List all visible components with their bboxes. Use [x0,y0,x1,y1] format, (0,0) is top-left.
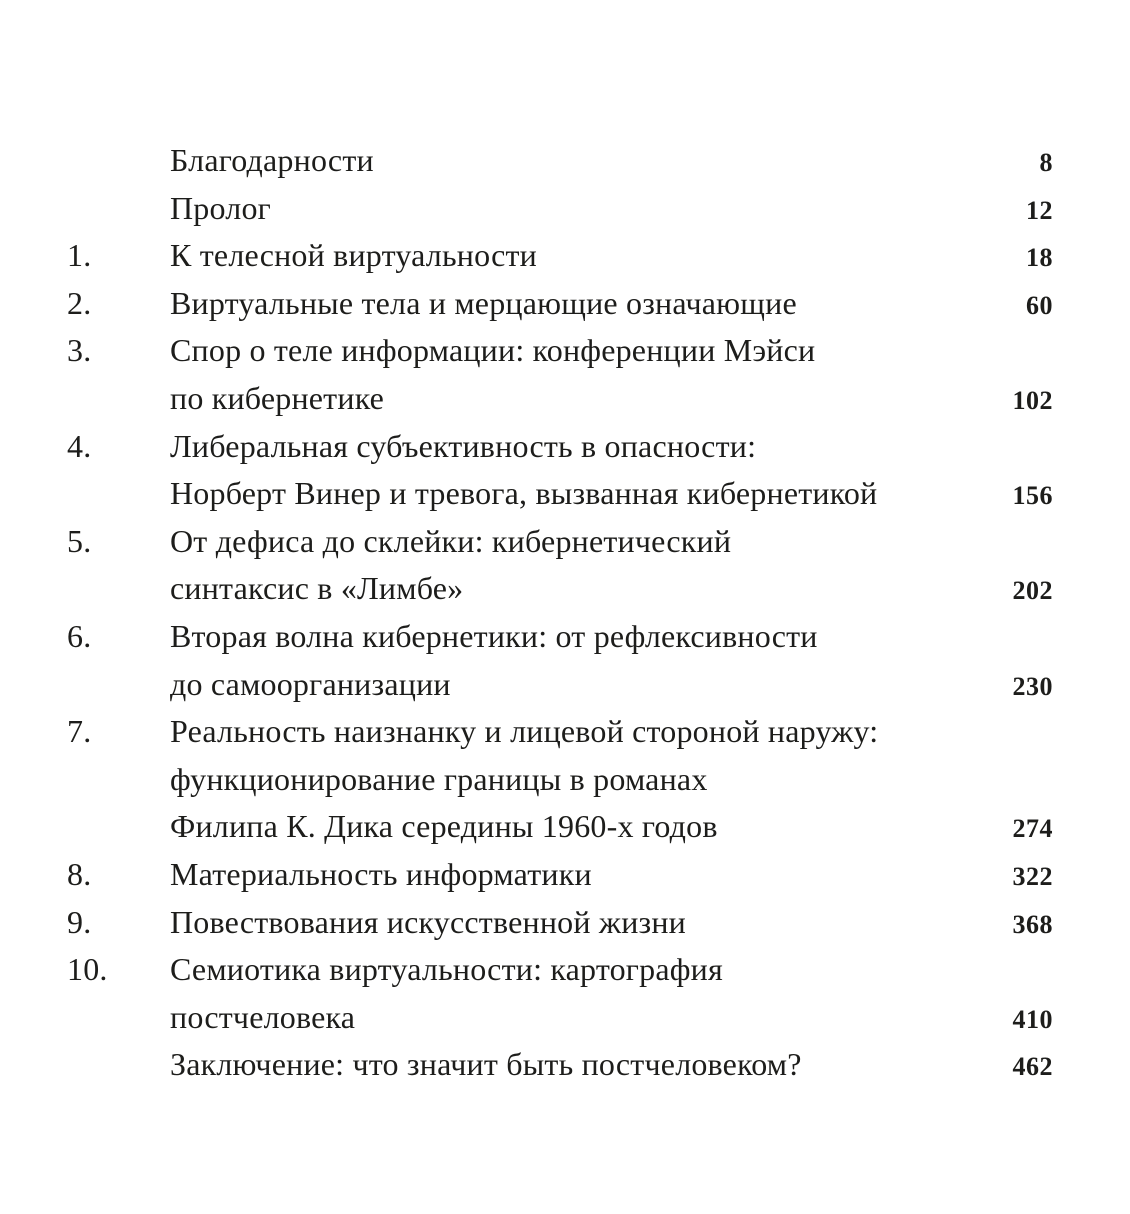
toc-entry-title [170,946,991,1041]
toc-entry-title-line: Благодарности [170,142,374,178]
toc-entry [67,613,1053,708]
toc-entry-title [170,232,991,280]
toc-entry-number: 8. [67,855,92,892]
toc-entry [67,280,1053,328]
toc-entry-page: 156 [1012,481,1053,511]
toc-entry-title-line: постчеловека [170,998,356,1035]
toc-list [67,137,1053,1089]
toc-entry-title-line: до самоорганизации [170,665,451,702]
toc-entry-title [170,423,991,518]
toc-entry-title [170,708,991,851]
toc-entry-title [170,185,991,233]
toc-entry [67,708,1053,851]
toc-entry-title-line: Виртуальные тела и мерцающие означающие [170,284,797,321]
toc-entry-number [67,1041,170,1089]
toc-entry [67,518,1053,613]
toc-entry-title-line: Материальность информатики [170,855,592,892]
toc-entry-number: 1. [67,237,92,274]
toc-entry-title-line: Семиотика виртуальности: картография [170,951,723,988]
toc-entry [67,232,1053,280]
toc-entry-title-line: Пролог [170,189,271,226]
toc-entry-number [67,185,170,233]
toc-entry-title-line: Спор о теле информации: конференции Мэйси [170,332,816,369]
toc-entry-title-line: по кибернетике [170,379,385,416]
toc-entry-title-line: Реальность наизнанку и лицевой стороной наружу: [170,713,879,750]
toc-entry-page: 410 [1012,1004,1053,1034]
toc-entry-title [170,518,991,613]
toc-entry [67,185,1053,233]
toc-entry-title [170,137,991,185]
toc-entry-page: 462 [1012,1052,1053,1082]
toc-entry-page: 230 [1012,671,1053,701]
toc-entry-number: 10. [67,951,108,988]
toc-entry-title-line: К телесной виртуальности [170,237,537,274]
toc-entry-page: 12 [1026,195,1053,225]
toc-entry [67,899,1053,947]
toc-entry [67,1041,1053,1089]
toc-entry-number: 9. [67,903,92,940]
toc-entry-page: 368 [1012,909,1053,939]
toc-entry-title [170,327,991,422]
toc-entry [67,851,1053,899]
toc-entry-page: 274 [1012,814,1053,844]
toc-entry-page: 60 [1026,290,1053,320]
toc-entry [67,137,1053,185]
toc-entry-title-line: Норберт Винер и тревога, вызванная кибернетикой [170,475,878,512]
toc-entry-number: 6. [67,617,92,654]
toc-entry-page: 322 [1012,861,1053,891]
toc-entry [67,423,1053,518]
toc-entry-number: 7. [67,713,92,750]
toc-entry-number [67,137,170,185]
toc-entry [67,327,1053,422]
toc-entry-title-line: функционирование границы в романах [170,760,708,797]
toc-entry-page: 18 [1026,243,1053,273]
toc-entry-title [170,280,991,328]
toc-entry-number: 5. [67,522,92,559]
toc-entry-page: 8 [1039,148,1053,177]
toc-entry [67,946,1053,1041]
toc-entry-title-line: Филипа К. Дика середины 1960-х годов [170,808,718,845]
toc-entry-number: 2. [67,284,92,321]
toc-entry-title [170,613,991,708]
toc-entry-number: 3. [67,332,92,369]
toc-entry-title-line: Либеральная субъективность в опасности: [170,427,757,464]
toc-entry-title-line: Повествования искусственной жизни [170,903,687,940]
toc-entry-title-line: Заключение: что значит быть постчеловеком? [170,1046,802,1083]
toc-entry-number: 4. [67,427,92,464]
toc-entry-title-line: синтаксис в «Лимбе» [170,570,464,607]
toc-entry-page: 202 [1012,576,1053,606]
toc-entry-title-line: Вторая волна кибернетики: от рефлексивности [170,617,818,654]
toc-entry-title [170,851,991,899]
toc-entry-title [170,899,991,947]
toc-entry-page: 102 [1012,385,1053,415]
toc-entry-title-line: От дефиса до склейки: кибернетический [170,522,732,559]
toc-entry-title [170,1041,991,1089]
